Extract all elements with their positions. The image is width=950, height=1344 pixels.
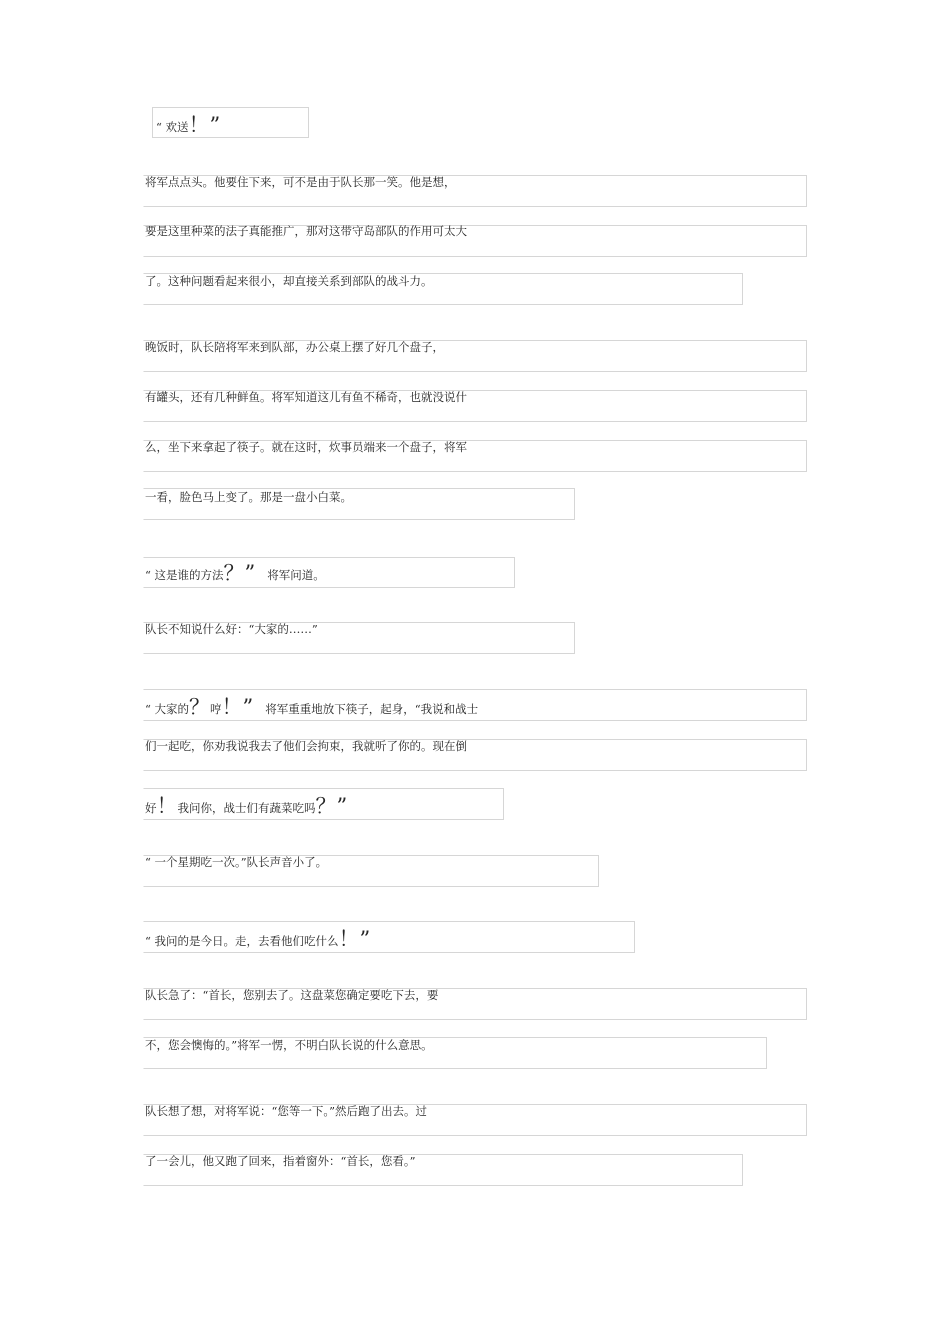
text-line [145,927,371,951]
line-text: 将军点点头。他要住下来，可不是由于队长那一笑。他是想， [145,175,456,189]
line-text: 队长想了想，对将军说：“您等一下。”然后跑了出去。过 [145,1104,428,1118]
line-text: 队长不知说什么好：“大家的……” [145,622,318,636]
text-line [145,1154,416,1168]
line-text: 好 [145,801,157,815]
line-text: “ 一个星期吃一次。”队长声音小了。 [145,855,328,869]
text-line [145,1038,433,1052]
line-text: 队长急了：“首长，您别去了。这盘菜您确定要吃下去，要 [145,988,439,1002]
text-line [145,274,433,288]
punctuation-large: ！ [156,794,178,818]
line-text: “ 我问的是今日。走，去看他们吃什么 [145,934,339,948]
line-text: 了一会儿，他又跑了回来，指着窗外：“首长，您看。” [145,1154,416,1168]
line-text: 哼 [210,702,222,716]
punctuation-large: ？ [189,695,211,719]
line-text: 么，坐下来拿起了筷子。就在这时，炊事员端来一个盘子，将军 [145,440,467,454]
text-line [145,561,325,585]
line-text: 要是这里种菜的法子真能推广，那对这带守岛部队的作用可太大 [145,224,467,238]
line-text: 一看，脸色马上变了。那是一盘小白菜。 [145,490,352,504]
line-text: “ 大家的 [145,702,190,716]
line-text: 晚饭时，队长陪将军来到队部，办公桌上摆了好几个盘子， [145,340,444,354]
text-line [156,113,221,137]
punctuation-large: ！” [221,695,254,719]
line-text: “ 这是谁的方法 [145,568,224,582]
line-text: 将军重重地放下筷子，起身，“我说和战士 [265,702,479,716]
text-line [145,695,479,719]
text-line [145,1104,427,1118]
punctuation-large: ！” [338,927,371,951]
line-text: 将军问道。 [267,568,325,582]
text-line [145,988,438,1002]
text-line [145,855,327,869]
text-line [145,340,444,354]
text-line [145,224,467,238]
line-text: 我问你，战士们有蔬菜吃吗 [177,801,316,815]
text-line [145,440,467,454]
line-text: “ 欢送 [156,120,189,134]
text-line [145,175,456,189]
line-text: 不，您会懊悔的。”将军一愣，不明白队长说的什么意思。 [145,1038,433,1052]
punctuation-large: ？” [315,794,348,818]
text-line [145,490,352,504]
text-line [145,794,348,818]
line-text: 了。这种问题看起来很小，却直接关系到部队的战斗力。 [145,274,433,288]
text-line [145,390,467,404]
text-line [145,739,467,753]
text-line [145,622,318,636]
line-text: 们一起吃，你劝我说我去了他们会拘束，我就听了你的。现在倒 [145,739,467,753]
line-text: 有罐头，还有几种鲜鱼。将军知道这儿有鱼不稀奇，也就没说什 [145,390,467,404]
punctuation-large: ？” [223,561,256,585]
punctuation-large: ！” [188,113,221,137]
